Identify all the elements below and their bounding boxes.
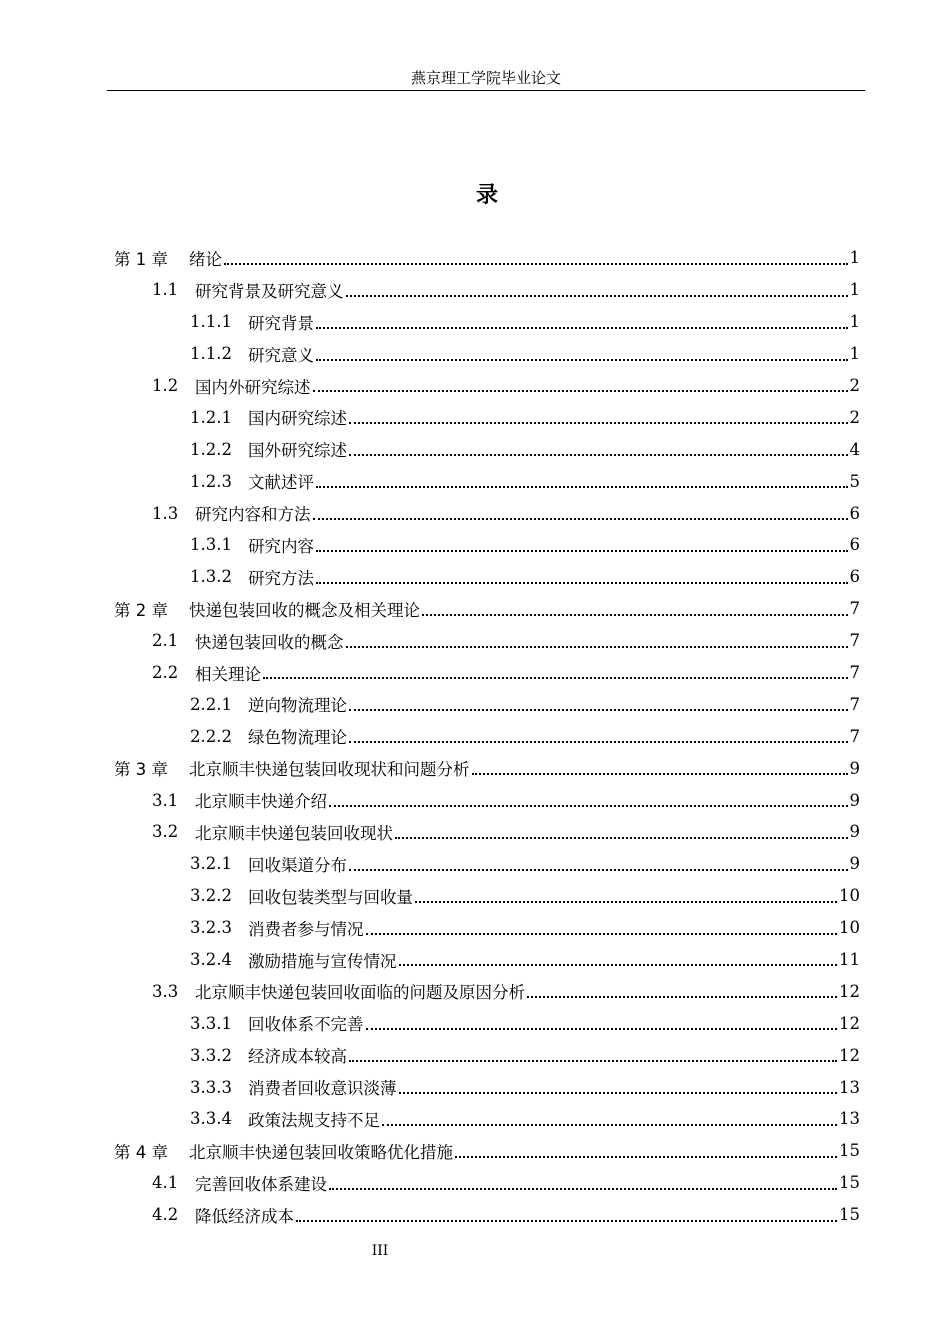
toc-leader-dots [329,805,848,807]
toc-leader-dots [316,359,848,361]
toc-entry-title: 北京顺丰快递包装回收现状 [195,823,393,843]
toc-entry-title: 北京顺丰快递包装回收策略优化措施 [189,1142,453,1162]
toc-entry-number: 2.2.1 [190,694,232,714]
toc-entry-page: 9 [849,822,860,842]
toc-entry-page: 1 [849,280,860,300]
toc-entry-number: 2.2 [152,663,179,683]
toc-entry-number: 第 1 章 [114,249,168,269]
toc-entry-number: 3.3.1 [190,1013,232,1033]
toc-entry-page: 10 [839,918,860,938]
toc-entry-page: 15 [839,1205,860,1225]
header-rule [107,90,865,91]
toc-entry-title: 北京顺丰快递介绍 [195,792,327,812]
toc-leader-dots [349,869,848,871]
toc-entry-title: 研究背景 [248,313,314,333]
toc-entry-number: 3.3 [152,981,179,1001]
toc-entry-page: 13 [839,1077,860,1097]
toc-entry[interactable] [0,1039,860,1071]
toc-entry[interactable] [0,720,860,752]
toc-entry-title: 政策法规支持不足 [248,1110,380,1130]
toc-entry-number: 3.2.1 [190,854,232,874]
toc-leader-dots [415,901,837,903]
toc-entry-number: 3.2.2 [190,886,232,906]
toc-entry[interactable] [0,975,860,1007]
toc-entry-number: 1.2 [152,376,179,395]
toc-entry-title: 激励措施与宣传情况 [248,951,397,971]
toc-entry[interactable] [0,880,860,912]
toc-entry[interactable] [0,1071,860,1103]
toc-entry-page: 15 [839,1141,860,1161]
toc-entry-number: 3.3.3 [190,1077,232,1097]
toc-entry-page: 1 [849,312,860,332]
toc-entry-title: 完善回收体系建设 [195,1174,327,1194]
toc-entry[interactable] [0,912,860,944]
toc-entry-page: 1 [849,344,860,364]
toc-entry-number: 3.2.3 [190,918,232,938]
toc-entry-page: 12 [839,1045,860,1065]
toc-entry-title: 国内外研究综述 [195,377,311,397]
toc-leader-dots [366,1028,838,1030]
toc-entry[interactable] [0,242,860,274]
toc-entry-number: 1.2.1 [190,407,232,427]
toc-leader-dots [316,582,848,584]
toc-entry-number: 1.1.1 [190,312,232,332]
toc-entry-page: 2 [849,407,860,427]
toc-entry-number: 4.2 [152,1205,179,1225]
toc-leader-dots [349,741,848,743]
toc-leader-dots [349,422,848,424]
toc-entry-page: 9 [849,854,860,874]
toc-entry-page: 13 [839,1109,860,1129]
toc-entry-page: 6 [849,535,860,555]
toc-entry-number: 3.2 [152,822,179,842]
toc-entry-number: 2.2.2 [190,726,232,746]
toc-entry[interactable] [0,848,860,880]
toc-entry-title: 快递包装回收的概念 [195,632,344,652]
toc-title: 录 [475,183,498,208]
toc-entry[interactable] [0,784,860,816]
toc-entry-title: 快递包装回收的概念及相关理论 [189,600,420,620]
toc-entry[interactable] [0,816,860,848]
toc-leader-dots [349,1060,837,1062]
toc-entry-page: 7 [849,599,860,619]
toc-entry-title: 回收渠道分布 [248,855,347,875]
toc-entry[interactable] [0,1007,860,1039]
toc-entry-number: 1.3.1 [190,535,232,555]
toc-entry-number: 4.1 [152,1173,179,1193]
toc-entry-page: 10 [839,886,860,906]
toc-leader-dots [316,550,848,552]
toc-entry-title: 回收包装类型与回收量 [248,887,413,907]
toc-entry-number: 3.2.4 [190,950,232,970]
toc-leader-dots [395,837,848,839]
toc-leader-dots [263,677,848,679]
toc-leader-dots [399,1092,838,1094]
toc-entry-number: 3.3.4 [190,1109,232,1129]
toc-leader-dots [382,1124,837,1126]
toc-entry-number: 1.2.2 [190,439,232,459]
toc-entry-page: 9 [849,790,860,810]
toc-entry[interactable] [0,944,860,976]
toc-entry-page: 7 [849,663,860,683]
toc-entry-title: 研究意义 [248,345,314,365]
toc-entry-number: 3.3.2 [190,1045,232,1065]
toc-entry[interactable] [0,1103,860,1135]
toc-entry-title: 消费者回收意识淡薄 [248,1079,397,1099]
toc-leader-dots [455,1156,837,1158]
toc-leader-dots [472,773,848,775]
toc-entry-page: 12 [839,981,860,1001]
toc-entry[interactable] [0,306,860,338]
toc-entry-title: 逆向物流理论 [248,696,347,716]
toc-leader-dots [422,614,848,616]
toc-entry[interactable] [0,593,860,625]
toc-entry[interactable] [0,657,860,689]
toc-entry-page: 11 [839,950,860,970]
toc-entry-page: 7 [849,631,860,651]
toc-entry-number: 1.2.3 [190,471,232,491]
toc-entry[interactable] [0,529,860,561]
toc-entry-number: 2.1 [152,631,179,651]
toc-leader-dots [296,1220,837,1222]
toc-entry-title: 研究内容 [248,536,314,556]
toc-leader-dots [313,390,848,392]
toc-entry[interactable] [0,274,860,306]
toc-leader-dots [527,996,837,998]
toc-entry-title: 文献述评 [248,473,314,493]
toc-entry-page: 15 [839,1173,860,1193]
toc-entry-page: 6 [849,567,860,587]
toc-leader-dots [399,964,838,966]
toc-entry-page: 6 [849,503,860,523]
toc-entry-title: 消费者参与情况 [248,919,364,939]
toc-entry-title: 绿色物流理论 [248,728,347,748]
toc-entry[interactable] [0,370,860,402]
toc-entry[interactable] [0,338,860,370]
toc-leader-dots [224,263,848,265]
toc-entry-title: 研究背景及研究意义 [195,281,344,301]
toc-entry-number: 第 4 章 [114,1142,168,1162]
toc-entry[interactable] [0,1199,860,1231]
toc-entry-title: 国内研究综述 [248,409,347,429]
table-of-contents [0,242,950,1231]
toc-entry-page: 7 [849,694,860,714]
toc-entry[interactable] [0,752,860,784]
toc-entry-title: 国外研究综述 [248,441,347,461]
toc-leader-dots [316,327,848,329]
toc-entry-page: 5 [849,471,860,491]
toc-entry-title: 北京顺丰快递包装回收现状和问题分析 [189,760,470,780]
toc-entry-page: 12 [839,1013,860,1033]
toc-entry-number: 第 3 章 [114,760,168,780]
toc-entry-page: 7 [849,726,860,746]
toc-entry-title: 降低经济成本 [195,1206,294,1226]
toc-leader-dots [349,454,848,456]
toc-entry-page: 9 [849,758,860,778]
toc-entry-number: 3.1 [152,790,179,810]
toc-entry[interactable] [0,465,860,497]
toc-entry[interactable] [0,625,860,657]
toc-leader-dots [349,709,848,711]
toc-entry-page: 1 [849,248,860,268]
toc-entry-page: 4 [849,439,860,459]
toc-leader-dots [329,1188,837,1190]
toc-entry-title: 北京顺丰快递包装回收面临的问题及原因分析 [195,983,525,1003]
toc-entry-page: 2 [849,376,860,395]
toc-entry-title: 绪论 [189,249,222,269]
toc-entry-number: 1.3.2 [190,567,232,587]
toc-entry-title: 相关理论 [195,664,261,684]
toc-entry[interactable] [0,401,860,433]
toc-entry-number: 第 2 章 [114,600,168,620]
toc-leader-dots [366,933,838,935]
toc-leader-dots [316,486,848,488]
toc-entry-number: 1.3 [152,503,179,523]
toc-entry[interactable] [0,433,860,465]
toc-entry[interactable] [0,1135,860,1167]
toc-leader-dots [313,518,848,520]
toc-entry[interactable] [0,497,860,529]
page-number: III [371,1243,389,1259]
toc-leader-dots [346,646,848,648]
toc-entry-number: 1.1.2 [190,344,232,364]
toc-entry[interactable] [0,561,860,593]
toc-entry[interactable] [0,688,860,720]
toc-leader-dots [346,295,848,297]
page-header: 燕京理工学院毕业论文 [410,69,561,87]
toc-entry[interactable] [0,1167,860,1199]
toc-entry-title: 研究内容和方法 [195,505,311,525]
toc-entry-title: 经济成本较高 [248,1047,347,1067]
toc-entry-title: 研究方法 [248,568,314,588]
toc-entry-number: 1.1 [152,280,179,300]
toc-entry-title: 回收体系不完善 [248,1015,364,1035]
